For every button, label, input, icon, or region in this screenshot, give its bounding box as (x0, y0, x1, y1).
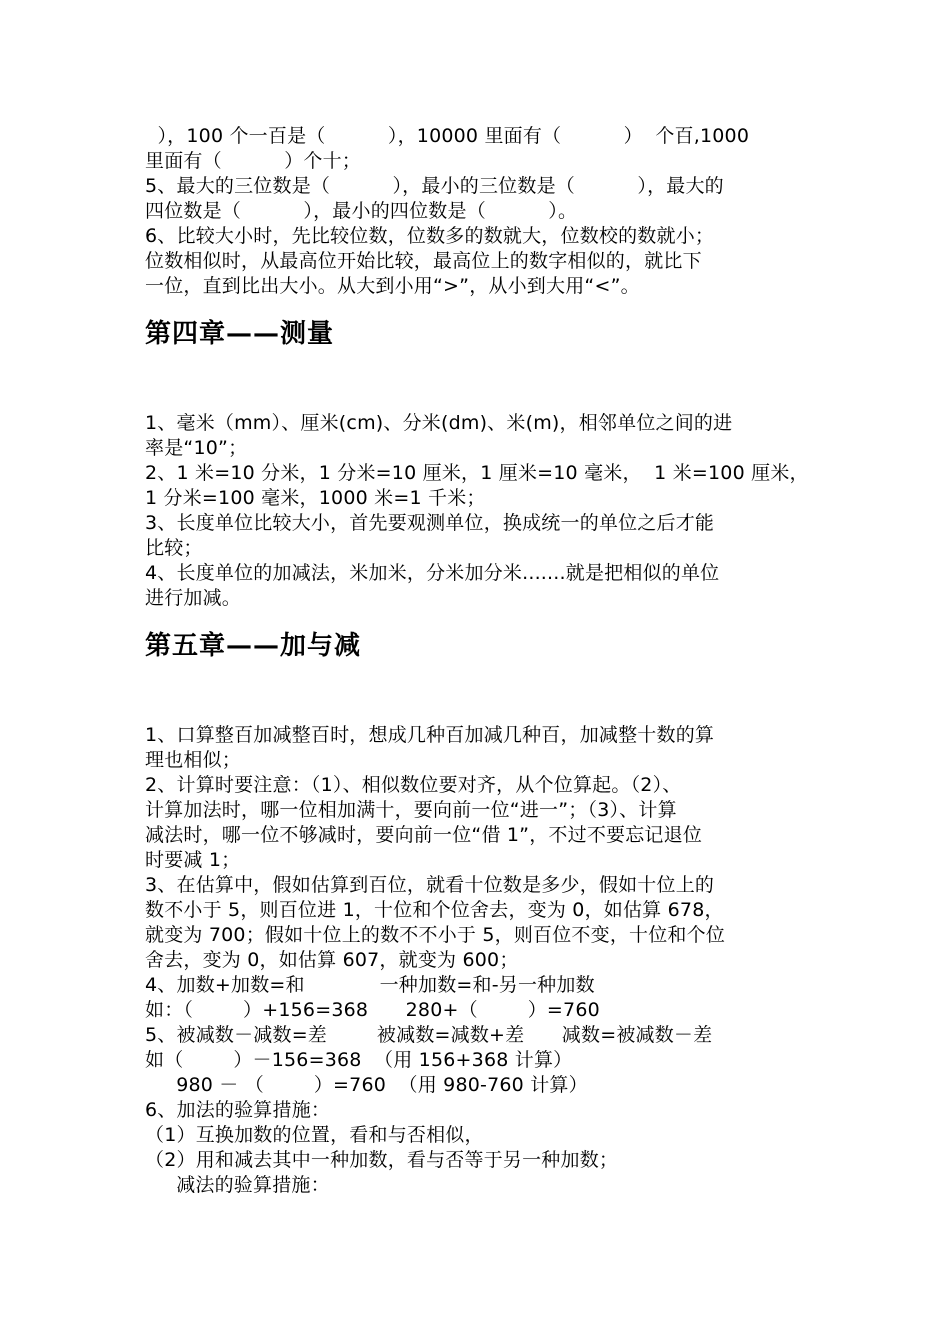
text-line: 数不小于 5，则百位进 1，十位和个位舍去，变为 0，如估算 678， (145, 899, 724, 921)
chapter-5-heading: 第五章——加与减 (145, 631, 362, 661)
text-line: 6、加法的验算措施： (145, 1099, 331, 1121)
text-line: 1、毫米（mm）、厘米(cm)、分米(dm)、米(m)，相邻单位之间的进 (145, 412, 733, 434)
text-line: 进行加减。 (145, 587, 242, 609)
text-line: 如：（ ）+156=368 280+（ ）=760 (145, 999, 600, 1021)
text-line: 980 － （ ）=760 （用 980-760 计算） (145, 1074, 588, 1096)
text-line: ），100 个一百是（ ），10000 里面有（ ） 个百,1000 (145, 125, 750, 147)
text-line: 2、计算时要注意：（1）、相似数位要对齐，从个位算起。（2）、 (145, 774, 682, 796)
text-line: 1、口算整百加减整百时，想成几种百加减几种百，加减整十数的算 (145, 724, 715, 746)
text-line: 时要减 1； (145, 849, 241, 871)
text-line: 减法的验算措施： (145, 1174, 330, 1196)
text-line: 6、比较大小时，先比较位数，位数多的数就大，位数校的数就小； (145, 225, 715, 247)
text-line: 5、被减数－减数=差 被减数=减数+差 减数=被减数－差 (145, 1024, 713, 1046)
text-line: 5、最大的三位数是（ ），最小的三位数是（ ），最大的 (145, 175, 724, 197)
text-line: 比较； (145, 537, 203, 559)
text-line: 1 分米=100 毫米，1000 米=1 千米； (145, 487, 486, 509)
text-line: 4、加数+加数=和 一种加数=和-另一种加数 (145, 974, 595, 996)
text-line: 如（ ）－156=368 （用 156+368 计算） (145, 1049, 573, 1071)
text-line: 3、长度单位比较大小，首先要观测单位，换成统一的单位之后才能 (145, 512, 715, 534)
text-line: 4、长度单位的加减法，米加米，分米加分米.......就是把相似的单位 (145, 562, 720, 584)
text-line: 舍去，变为 0，如估算 607，就变为 600； (145, 949, 519, 971)
text-line: 计算加法时，哪一位相加满十，要向前一位“进一”；（3）、计算 (145, 799, 677, 821)
text-line: 减法时，哪一位不够减时，要向前一位“借 1”，不过不要忘记退位 (145, 824, 703, 846)
text-line: 就变为 700；假如十位上的数不不小于 5，则百位不变，十位和个位 (145, 924, 726, 946)
text-line: 里面有（ ）个十； (145, 150, 361, 172)
text-line: 率是“10”； (145, 437, 248, 459)
chapter-4-heading: 第四章——测量 (145, 319, 335, 349)
text-line: 理也相似； (145, 749, 242, 771)
text-line: 位数相似时，从最高位开始比较，最高位上的数字相似的，就比下 (145, 250, 702, 272)
text-line: 四位数是（ ），最小的四位数是（ ）。 (145, 200, 578, 222)
text-line: 3、在估算中，假如估算到百位，就看十位数是多少，假如十位上的 (145, 874, 715, 896)
text-line: （2）用和减去其中一种加数，看与否等于另一种加数； (145, 1149, 619, 1171)
text-line: （1）互换加数的位置，看和与否相似， (145, 1124, 484, 1146)
text-line: 2、1 米=10 分米，1 分米=10 厘米，1 厘米=10 毫米， 1 米=100 厘米， (145, 462, 809, 484)
text-line: 一位，直到比出大小。从大到小用“>”，从小到大用“<”。 (145, 275, 640, 297)
